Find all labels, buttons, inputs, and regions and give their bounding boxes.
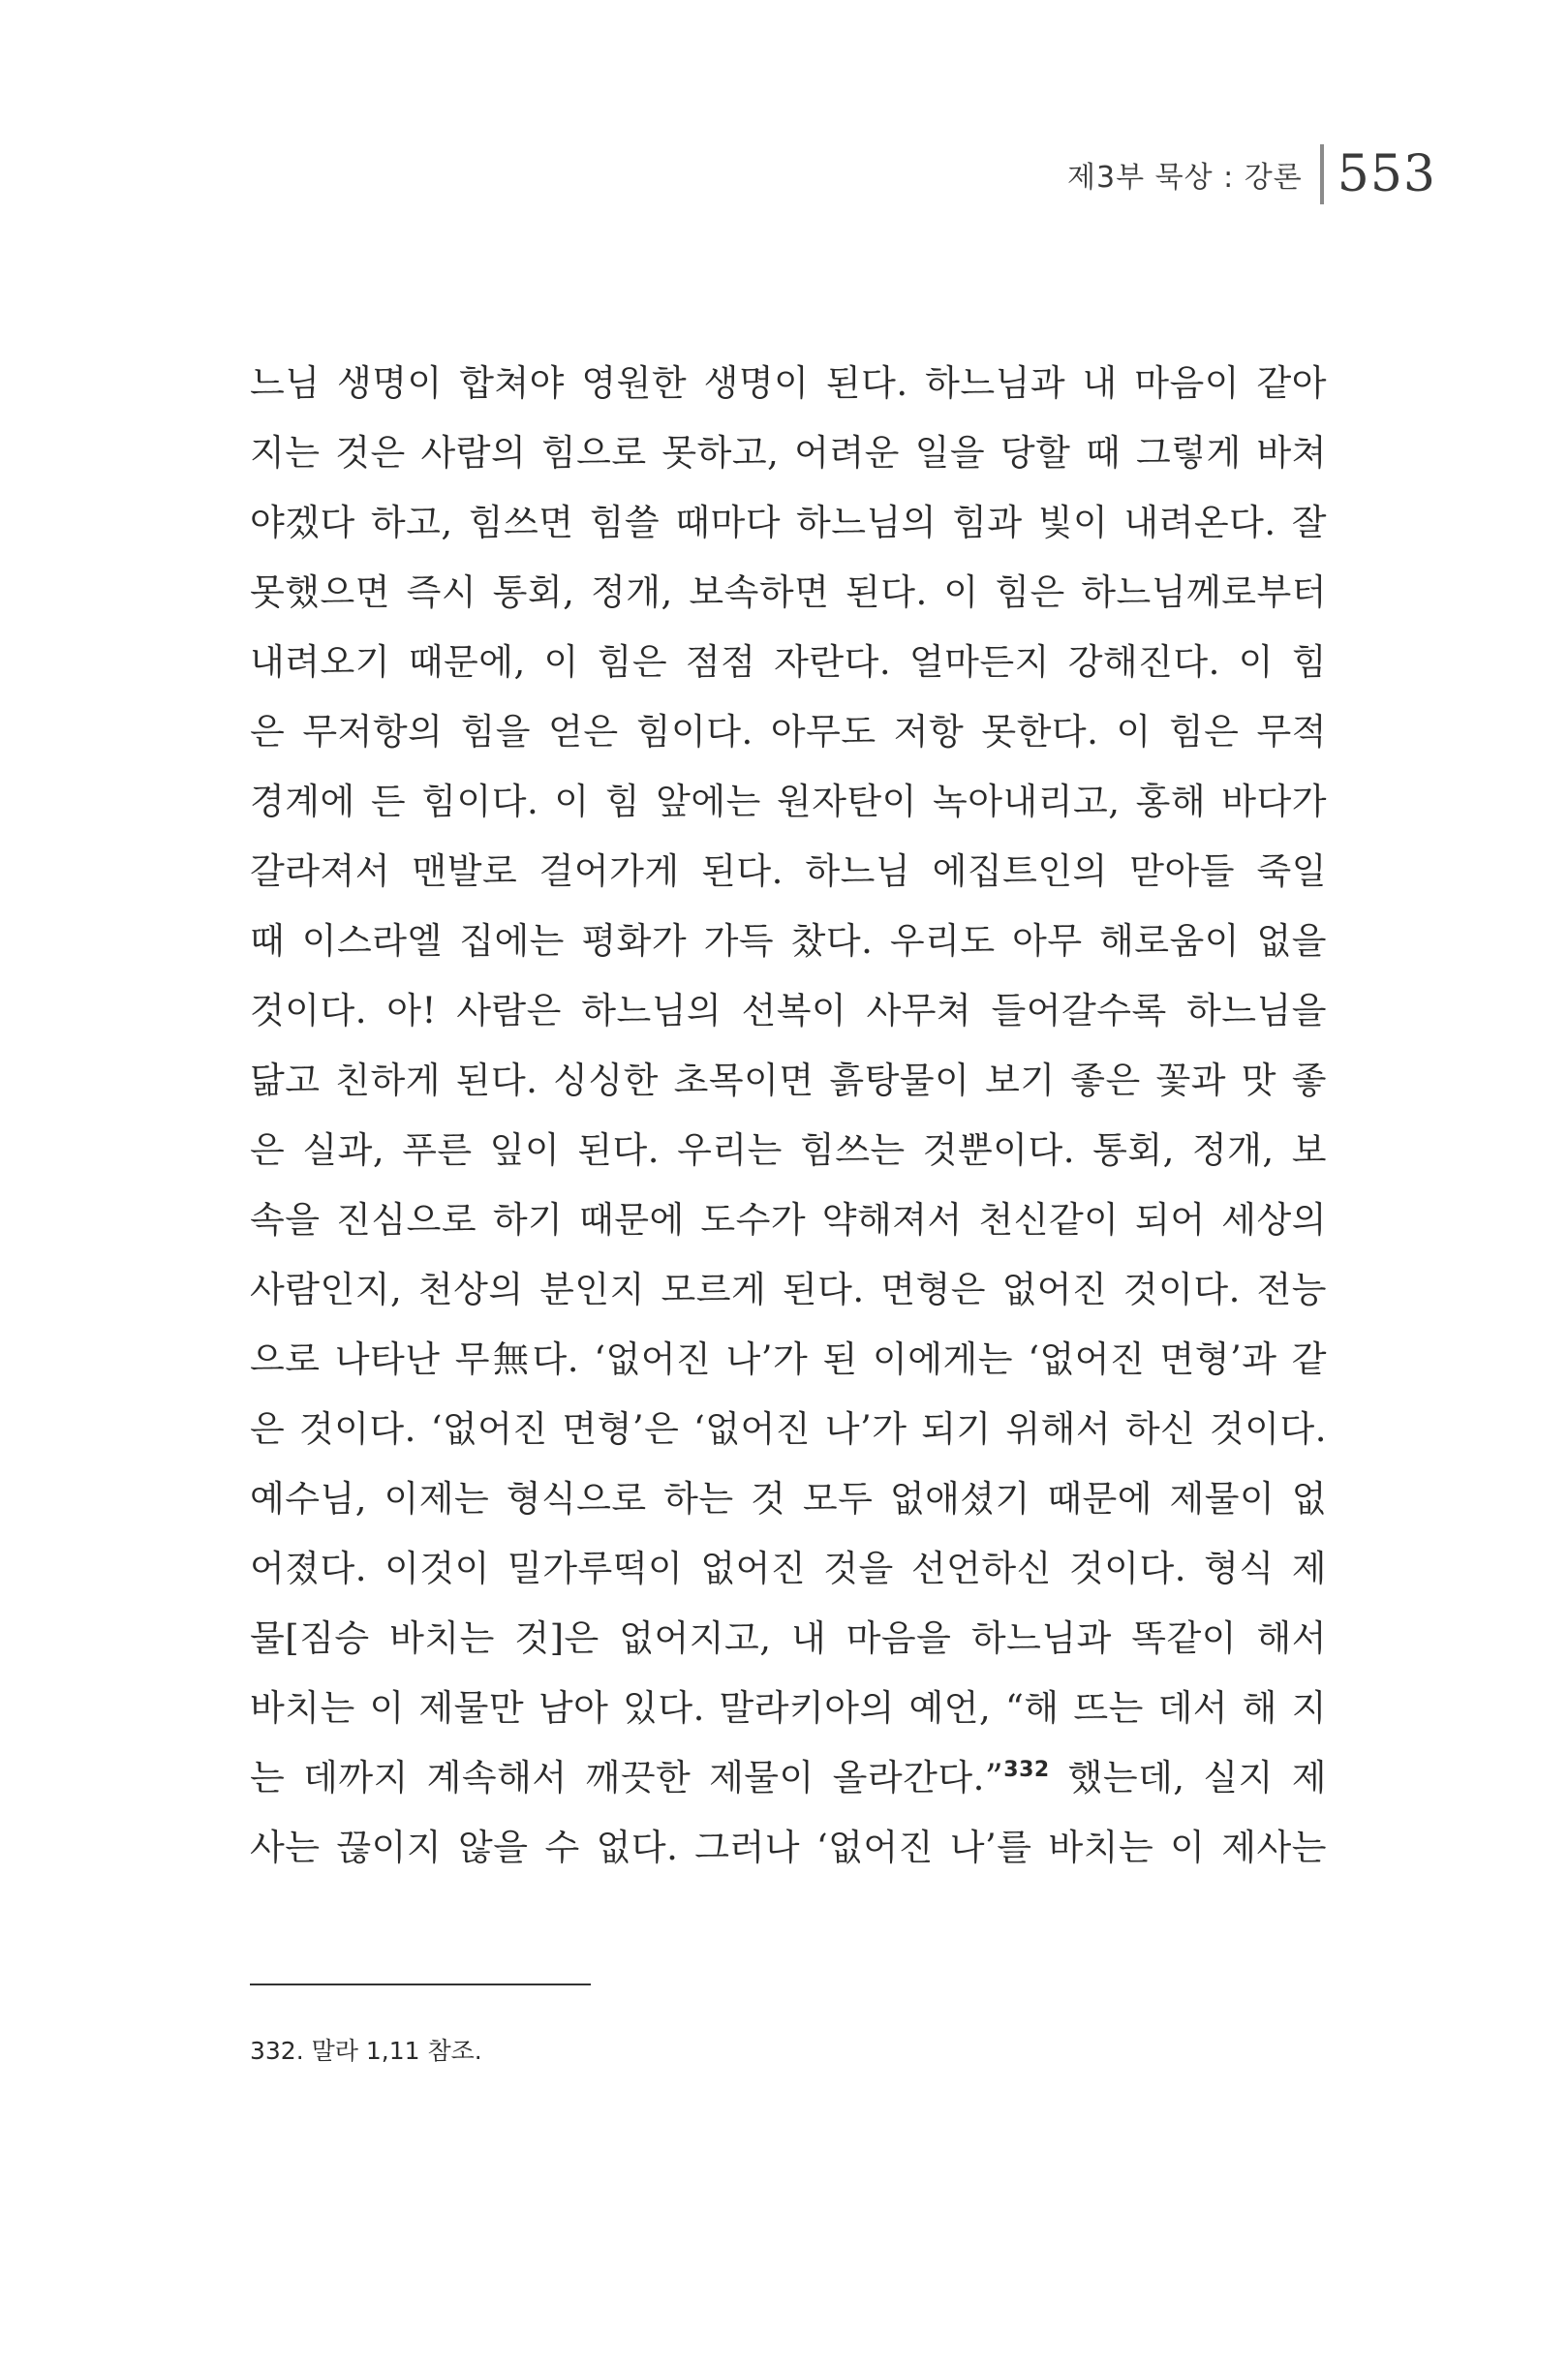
text-line: 느님 생명이 합쳐야 영원한 생명이 된다. 하느님과 내 마음이 같아 — [250, 362, 1327, 404]
text-line: 야겠다 하고, 힘쓰면 힘쓸 때마다 하느님의 힘과 빛이 내려온다. 잘 — [250, 502, 1327, 543]
text-segment: 했는데, 실지 제 — [1049, 1757, 1328, 1799]
text-segment: 는 데까지 계속해서 깨끗한 제물이 올라간다.” — [250, 1757, 1004, 1799]
section-title: 제3부 묵상 : 강론 — [1067, 161, 1303, 195]
text-line: 것이다. 아! 사람은 하느님의 선복이 사무쳐 들어갈수록 하느님을 — [250, 990, 1327, 1031]
text-line: 때 이스라엘 집에는 평화가 가득 찼다. 우리도 아무 해로움이 없을 — [250, 920, 1327, 962]
text-line: 물[짐승 바치는 것]은 없어지고, 내 마음을 하느님과 똑같이 해서 — [250, 1617, 1327, 1659]
text-line: 바치는 이 제물만 남아 있다. 말라키아의 예언, “해 뜨는 데서 해 지 — [250, 1687, 1327, 1729]
header-divider — [1320, 144, 1324, 204]
text-line: 닮고 친하게 된다. 싱싱한 초목이면 흙탕물이 보기 좋은 꽃과 맛 좋 — [250, 1060, 1327, 1101]
text-line: 갈라져서 맨발로 걸어가게 된다. 하느님 에집트인의 맏아들 죽일 — [250, 850, 1327, 892]
text-line: 사는 끊이지 않을 수 없다. 그러나 ‘없어진 나’를 바치는 이 제사는 — [250, 1827, 1327, 1868]
text-line: 못했으면 즉시 통회, 정개, 보속하면 된다. 이 힘은 하느님께로부터 — [250, 571, 1327, 613]
text-line: 예수님, 이제는 형식으로 하는 것 모두 없애셨기 때문에 제물이 없 — [250, 1478, 1327, 1520]
text-line: 경계에 든 힘이다. 이 힘 앞에는 원자탄이 녹아내리고, 홍해 바다가 — [250, 781, 1327, 822]
footnote-ref[interactable]: 332 — [1003, 1758, 1050, 1782]
text-line: 내려오기 때문에, 이 힘은 점점 자란다. 얼마든지 강해진다. 이 힘 — [250, 641, 1327, 683]
text-line: 속을 진심으로 하기 때문에 도수가 약해져서 천신같이 되어 세상의 — [250, 1199, 1327, 1241]
text-line: 은 무저항의 힘을 얻은 힘이다. 아무도 저항 못한다. 이 힘은 무적 — [250, 711, 1327, 753]
page-number: 553 — [1337, 145, 1436, 203]
text-line: 지는 것은 사람의 힘으로 못하고, 어려운 일을 당할 때 그렇게 바쳐 — [250, 432, 1327, 474]
body-text — [250, 349, 1327, 1883]
text-line: 은 실과, 푸른 잎이 된다. 우리는 힘쓰는 것뿐이다. 통회, 정개, 보 — [250, 1129, 1327, 1171]
text-line: 은 것이다. ‘없어진 면형’은 ‘없어진 나’가 되기 위해서 하신 것이다. — [250, 1408, 1327, 1450]
footnote-rule — [250, 1984, 591, 1985]
text-line: 어졌다. 이것이 밀가루떡이 없어진 것을 선언하신 것이다. 형식 제 — [250, 1548, 1327, 1589]
text-line: 으로 나타난 무無다. ‘없어진 나’가 된 이에게는 ‘없어진 면형’과 같 — [250, 1338, 1327, 1380]
text-line-with-footnote — [250, 1743, 1327, 1813]
running-header — [1067, 138, 1436, 211]
footnote: 332. 말라 1,11 참조. — [250, 2037, 482, 2065]
text-line: 사람인지, 천상의 분인지 모르게 된다. 면형은 없어진 것이다. 전능 — [250, 1269, 1327, 1310]
